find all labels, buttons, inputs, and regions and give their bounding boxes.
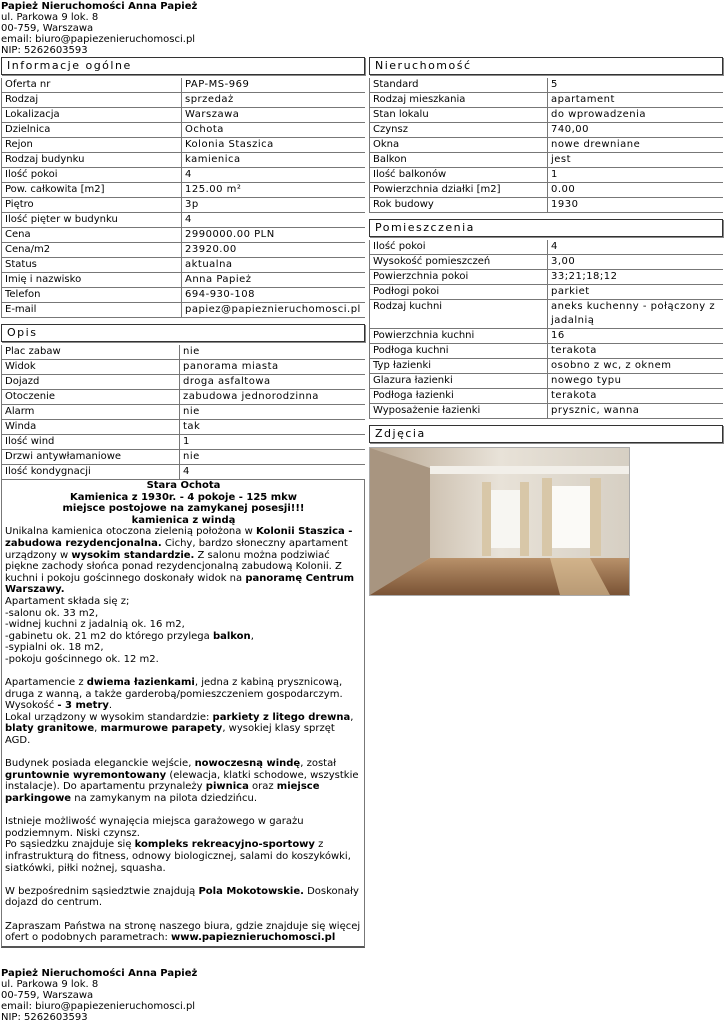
field-label: Alarm (2, 405, 180, 420)
table-row (2, 303, 366, 318)
field-label: Okna (370, 138, 548, 153)
field-label: Rok budowy (370, 198, 548, 213)
field-label: Ilość balkonów (370, 168, 548, 183)
section-title-general: Informacje ogólne (1, 57, 365, 75)
field-label: E-mail (2, 303, 182, 318)
table-row (370, 198, 724, 213)
field-value: 16 (548, 329, 724, 344)
room-interior-image (370, 448, 629, 595)
field-label: Wyposażenie łazienki (370, 404, 548, 419)
table-row (370, 389, 724, 404)
field-value: Kolonia Staszica (182, 138, 366, 153)
field-label: Typ łazienki (370, 359, 548, 374)
field-value: PAP-MS-969 (182, 78, 366, 93)
field-value: 3,00 (548, 255, 724, 270)
field-label: Pow. całkowita [m2] (2, 183, 182, 198)
field-value: 23920.00 (182, 243, 366, 258)
field-value: aktualna (182, 258, 366, 273)
field-value: terakota (548, 344, 724, 359)
field-label: Powierzchnia działki [m2] (370, 183, 548, 198)
table-row (370, 183, 724, 198)
field-label: Widok (2, 360, 180, 375)
agency-city: 00-759, Warszawa (1, 23, 94, 34)
agency-email: email: biuro@papiezenieruchomosci.pl (1, 1001, 196, 1012)
headline-2: Kamienica z 1930r. - 4 pokoje - 125 mkw (69, 491, 298, 503)
field-value: nie (180, 345, 366, 360)
desc-list-item: -pokoju gościnnego ok. 12 m2. (5, 653, 159, 665)
field-label: Cena/m2 (2, 243, 182, 258)
table-row (2, 405, 366, 420)
general-info-table (1, 78, 365, 318)
field-value: sprzedaż (182, 93, 366, 108)
field-label: Ilość wind (2, 435, 180, 450)
field-label: Ilość pokoi (2, 168, 182, 183)
section-title-photos: Zdjęcia (369, 425, 723, 443)
field-label: Balkon (370, 153, 548, 168)
field-label: Rejon (2, 138, 182, 153)
table-row (2, 345, 366, 360)
desc-paragraph: Po sąsiedzku znajduje się kompleks rekreacyjno-sportowy z infrastrukturą do fitness, odnowy biologicznej, salami do koszykówki, siatkówki, piłki nożnej, squasha. (5, 839, 351, 874)
field-value: jest (548, 153, 724, 168)
field-value: Anna Papież (182, 273, 366, 288)
property-table (369, 78, 723, 213)
field-label: Glazura łazienki (370, 374, 548, 389)
website-link[interactable]: www.papieznieruchomosci.pl (171, 932, 336, 944)
field-value: 740,00 (548, 123, 724, 138)
table-row (370, 329, 724, 344)
table-row (2, 108, 366, 123)
table-row (2, 93, 366, 108)
desc-paragraph: Apartamencie z dwiema łazienkami, jedna z kabiną prysznicową, druga z wanną, a także garderobą/pomieszczeniem gospodarczym. (5, 677, 343, 700)
desc-paragraph: Wysokość - 3 metry. (5, 700, 113, 712)
field-label: Dzielnica (2, 123, 182, 138)
desc-paragraph: Zapraszam Państwa na stronę naszego biura, gdzie znajduje się więcej ofert o podobnych parametrach: www.papieznieruchomosci.pl (5, 920, 361, 944)
headline-3: miejsce postojowe na zamykanej posesji!!! (62, 503, 305, 515)
field-label: Standard (370, 78, 548, 93)
field-label: Plac zabaw (2, 345, 180, 360)
field-label: Ilość pokoi (370, 240, 548, 255)
desc-list-item: -widnej kuchni z jadalnią ok. 16 m2, (5, 619, 185, 631)
table-row (2, 243, 366, 258)
field-value: 33;21;18;12 (548, 270, 724, 285)
table-row (370, 123, 724, 138)
desc-paragraph: Unikalna kamienica otoczona zielenią położona w Kolonii Staszica - zabudowa rezydencjonalna. Cichy, bardzo słoneczny apartament urządzony w wysokim standardzie. Z salonu można podziwiać piękne zachody słońca ponad rezydencjonalną zabudową Kolonii. Z kuchni i pokoju gościnnego doskonały widok na panoramę Centrum Warszawy. (5, 526, 355, 596)
headline-1: Stara Ochota (146, 480, 221, 491)
field-value: zabudowa jednorodzinna (180, 390, 366, 405)
table-row (370, 404, 724, 419)
desc-paragraph: Apartament składa się z; (5, 595, 130, 607)
agency-nip: NIP: 5262603593 (1, 45, 88, 56)
field-value: nie (180, 450, 366, 465)
table-row (2, 183, 366, 198)
desc-paragraph: Lokal urządzony w wysokim standardzie: parkiety z litego drewna, blaty granitowe, marmurowe parapety, wysokiej klasy sprzęt AGD. (5, 711, 354, 747)
desc-paragraph: Istnieje możliwość wynajęcia miejsca garażowego w garażu podziemnym. Niski czynsz. (5, 816, 304, 839)
field-label: Stan lokalu (370, 108, 548, 123)
field-label: Dojazd (2, 375, 180, 390)
agency-name: Papież Nieruchomości Anna Papież (1, 968, 198, 979)
field-value: 3p (182, 198, 366, 213)
table-row (370, 108, 724, 123)
field-value: panorama miasta (180, 360, 366, 375)
field-value: 5 (548, 78, 724, 93)
field-label: Czynsz (370, 123, 548, 138)
field-label: Oferta nr (2, 78, 182, 93)
description-text (1, 480, 365, 948)
table-row (370, 300, 724, 329)
field-value: kamienica (182, 153, 366, 168)
table-row (2, 153, 366, 168)
table-row (2, 258, 366, 273)
agency-nip: NIP: 5262603593 (1, 1012, 88, 1023)
table-row (370, 168, 724, 183)
field-value: 125.00 m² (182, 183, 366, 198)
table-row (370, 78, 724, 93)
field-value: Ochota (182, 123, 366, 138)
table-row (370, 374, 724, 389)
field-value: 1930 (548, 198, 724, 213)
field-label: Podłoga łazienki (370, 389, 548, 404)
field-value: aneks kuchenny - połączony z jadalnią (548, 300, 724, 329)
desc-paragraph: Budynek posiada eleganckie wejście, nowoczesną windę, został gruntownie wyremontowany (elewacja, klatki schodowe, wszystkie instalacje). Do apartamentu przynależy piwnica oraz miejsce parkingowe na zamykanym na pilota dziedzińcu. (5, 758, 359, 805)
field-label: Piętro (2, 198, 182, 213)
agency-email: email: biuro@papiezenieruchomosci.pl (1, 34, 196, 45)
field-label: Telefon (2, 288, 182, 303)
field-label: Drzwi antywłamaniowe (2, 450, 180, 465)
headline-4: kamienica z windą (131, 514, 236, 526)
table-row (2, 375, 366, 390)
table-row (2, 288, 366, 303)
field-value: 1 (548, 168, 724, 183)
section-title-opis: Opis (1, 324, 365, 342)
agency-street: ul. Parkowa 9 lok. 8 (1, 12, 99, 23)
field-value: osobno z wc, z oknem (548, 359, 724, 374)
field-label: Cena (2, 228, 182, 243)
desc-list-item: -sypialni ok. 18 m2, (5, 642, 104, 654)
field-label: Status (2, 258, 182, 273)
table-row (370, 270, 724, 285)
table-row (2, 78, 366, 93)
section-title-rooms: Pomieszczenia (369, 219, 723, 237)
field-value: terakota (548, 389, 724, 404)
field-value: 4 (548, 240, 724, 255)
field-label: Imię i nazwisko (2, 273, 182, 288)
field-value: 4 (182, 213, 366, 228)
field-label: Rodzaj budynku (2, 153, 182, 168)
table-row (2, 450, 366, 465)
table-row (2, 273, 366, 288)
field-label: Podłogi pokoi (370, 285, 548, 300)
rooms-table (369, 240, 723, 419)
table-row (2, 390, 366, 405)
table-row (370, 285, 724, 300)
field-label: Winda (2, 420, 180, 435)
field-value: do wprowadzenia (548, 108, 724, 123)
field-value: 4 (180, 465, 366, 480)
table-row (2, 123, 366, 138)
opis-table (1, 345, 365, 480)
desc-list-item: -salonu ok. 33 m2, (5, 607, 99, 619)
field-value: prysznic, wanna (548, 404, 724, 419)
table-row (2, 360, 366, 375)
agency-street: ul. Parkowa 9 lok. 8 (1, 979, 99, 990)
table-row (2, 228, 366, 243)
field-value: Warszawa (182, 108, 366, 123)
field-label: Powierzchnia pokoi (370, 270, 548, 285)
field-label: Otoczenie (2, 390, 180, 405)
field-value: tak (180, 420, 366, 435)
table-row (2, 138, 366, 153)
field-value: droga asfaltowa (180, 375, 366, 390)
table-row (2, 435, 366, 450)
field-label: Rodzaj kuchni (370, 300, 548, 329)
table-row (370, 93, 724, 108)
agency-header (1, 1, 197, 56)
field-label: Ilość kondygnacji (2, 465, 180, 480)
field-value: 2990000.00 PLN (182, 228, 366, 243)
agency-city: 00-759, Warszawa (1, 990, 94, 1001)
field-label: Powierzchnia kuchni (370, 329, 548, 344)
section-title-property: Nieruchomość (369, 57, 723, 75)
field-label: Podłoga kuchni (370, 344, 548, 359)
agency-footer (1, 968, 197, 1023)
table-row (370, 240, 724, 255)
desc-paragraph: W bezpośrednim sąsiedztwie znajdują Pola Mokotowskie. Doskonały dojazd do centrum. (5, 885, 359, 909)
table-row (370, 255, 724, 270)
field-label: Lokalizacja (2, 108, 182, 123)
table-row (370, 344, 724, 359)
desc-list-item: -gabinetu ok. 21 m2 do którego przylega balkon, (5, 630, 254, 642)
field-value: 4 (182, 168, 366, 183)
table-row (2, 198, 366, 213)
table-row (2, 465, 366, 480)
field-label: Rodzaj (2, 93, 182, 108)
left-column (1, 57, 365, 948)
table-row (2, 168, 366, 183)
field-label: Rodzaj mieszkania (370, 93, 548, 108)
field-value: nie (180, 405, 366, 420)
field-value: nowe drewniane (548, 138, 724, 153)
field-value: 1 (180, 435, 366, 450)
field-value: apartament (548, 93, 724, 108)
field-value: parkiet (548, 285, 724, 300)
field-value: nowego typu (548, 374, 724, 389)
agency-name: Papież Nieruchomości Anna Papież (1, 1, 198, 12)
right-column (369, 57, 723, 596)
table-row (370, 138, 724, 153)
field-label: Wysokość pomieszczeń (370, 255, 548, 270)
table-row (370, 359, 724, 374)
table-row (2, 213, 366, 228)
table-row (370, 153, 724, 168)
table-row (2, 420, 366, 435)
field-value: papiez@papieznieruchomosci.pl (182, 303, 366, 318)
field-value: 694-930-108 (182, 288, 366, 303)
apartment-photo[interactable] (369, 447, 630, 596)
field-label: Ilość pięter w budynku (2, 213, 182, 228)
field-value: 0.00 (548, 183, 724, 198)
